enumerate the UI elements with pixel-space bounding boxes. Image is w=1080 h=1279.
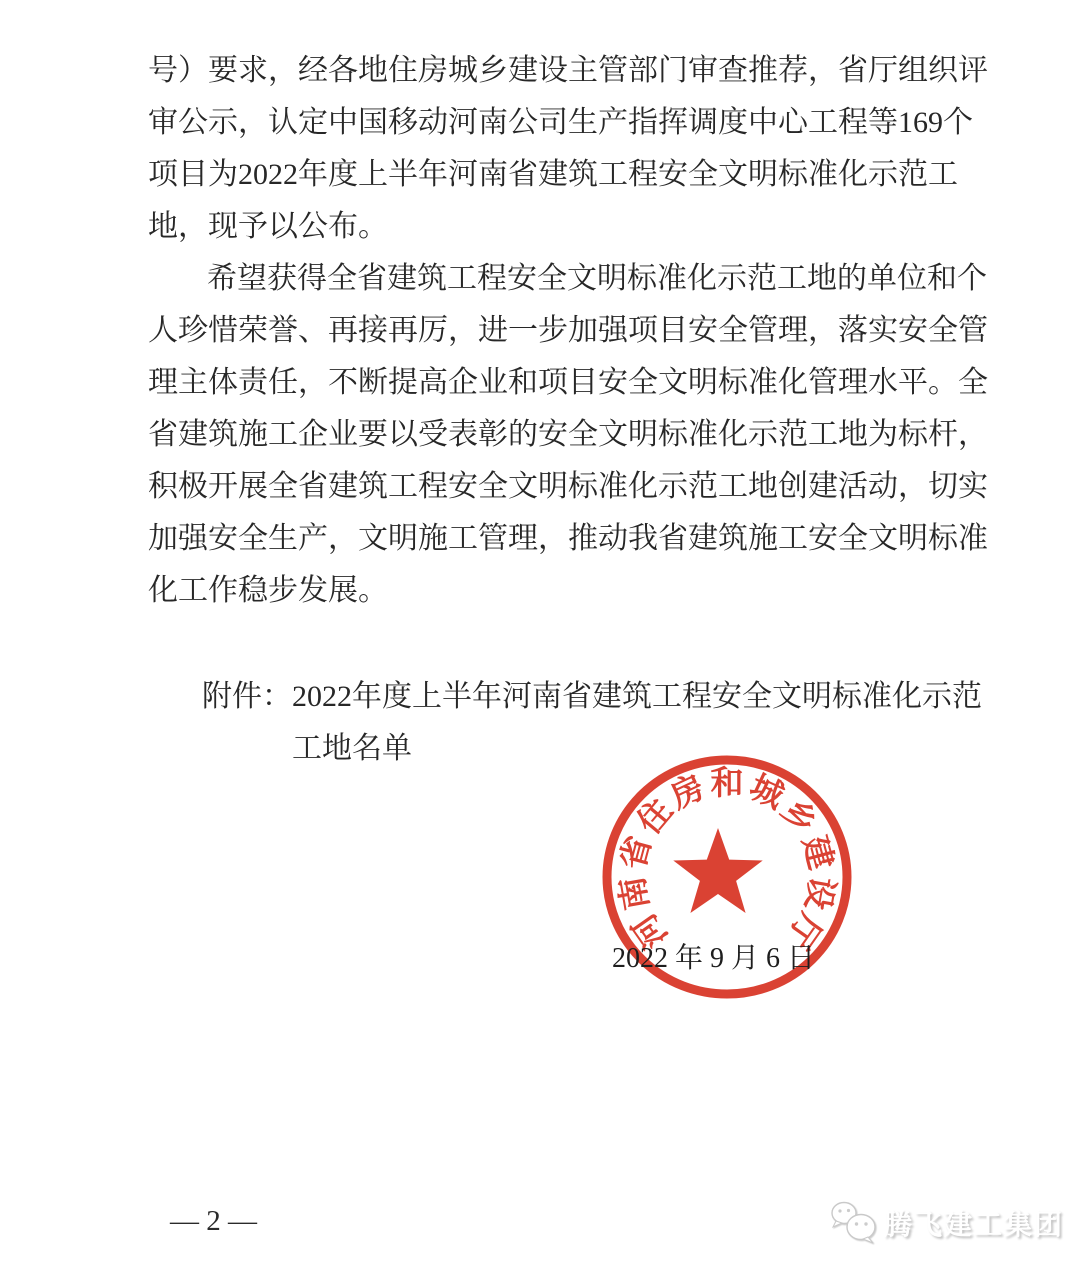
seal-arc-char: 城 xyxy=(743,769,789,817)
watermark-text: 腾飞建工集团 xyxy=(884,1209,1065,1240)
red-star-icon xyxy=(673,828,762,913)
body-line-9: 积 极 开 展 全 省 建 筑 工 程 安 全 文 明 标 准 化 示 范 工 地 创 建 活 动 ， 切 实 xyxy=(148,470,988,503)
seal-arc-char: 乡 xyxy=(773,793,823,842)
seal-arc-char: 和 xyxy=(710,766,744,802)
document-body xyxy=(148,45,988,775)
body-line-10: 加 强 安 全 生 产 ， 文 明 施 工 管 理 ， 推 动 我 省 建 筑 施 工 安 全 文 明 标 准 xyxy=(148,522,988,555)
seal-arc-char: 河 xyxy=(626,906,676,955)
watermark xyxy=(830,1200,1064,1246)
seal-arc-char: 省 xyxy=(615,832,659,874)
attachment-line-1: 附 件 ： 2022 年 度 上 半 年 河 南 省 建 筑 工 程 安 全 文 明 标 准 化 示 范 xyxy=(202,680,982,713)
body-line-4: 地，现予以公布。 xyxy=(148,210,388,243)
body-line-8: 省 建 筑 施 工 企 业 要 以 受 表 彰 的 安 全 文 明 标 准 化 示 范 工 地 为 标 杆 ， xyxy=(148,418,988,451)
document-date: 2022 年 9 月 6 日 xyxy=(612,943,816,974)
wechat-icon xyxy=(830,1200,878,1246)
seal-arc-char: 建 xyxy=(795,832,839,874)
body-line-7: 理 主 体 责 任 ， 不 断 提 高 企 业 和 项 目 安 全 文 明 标 准 化 管 理 水 平 。 全 xyxy=(148,366,988,399)
body-line-3: 项 目 为 2022 年 度 上 半 年 河 南 省 建 筑 工 程 安 全 文 明 标 准 化 示 范 工 xyxy=(148,158,958,191)
body-line-2: 审 公 示 ， 认 定 中 国 移 动 河 南 公 司 生 产 指 挥 调 度 中 心 工 程 等 169 个 xyxy=(148,106,973,139)
body-line-1: 号 ） 要 求 ， 经 各 地 住 房 城 乡 建 设 主 管 部 门 审 查 推 荐 ， 省 厅 组 织 评 xyxy=(148,54,988,87)
seal-arc-char: 南 xyxy=(614,873,657,913)
seal-arc-char: 设 xyxy=(797,873,840,913)
body-line-5: 希 望 获 得 全 省 建 筑 工 程 安 全 文 明 标 准 化 示 范 工 地 的 单 位 和 个 xyxy=(207,262,987,295)
seal-arc-char: 房 xyxy=(665,769,711,817)
body-line-11: 化工作稳步发展。 xyxy=(148,574,388,607)
seal-arc-char: 住 xyxy=(631,793,681,842)
attachment-line-2: 工地名单 xyxy=(292,732,412,765)
body-line-6: 人 珍 惜 荣 誉 、 再 接 再 厉 ， 进 一 步 加 强 项 目 安 全 管 理 ， 落 实 安 全 管 xyxy=(148,314,988,347)
seal-arc-char: 厅 xyxy=(778,906,828,955)
page-number: — 2 — xyxy=(170,1205,257,1237)
